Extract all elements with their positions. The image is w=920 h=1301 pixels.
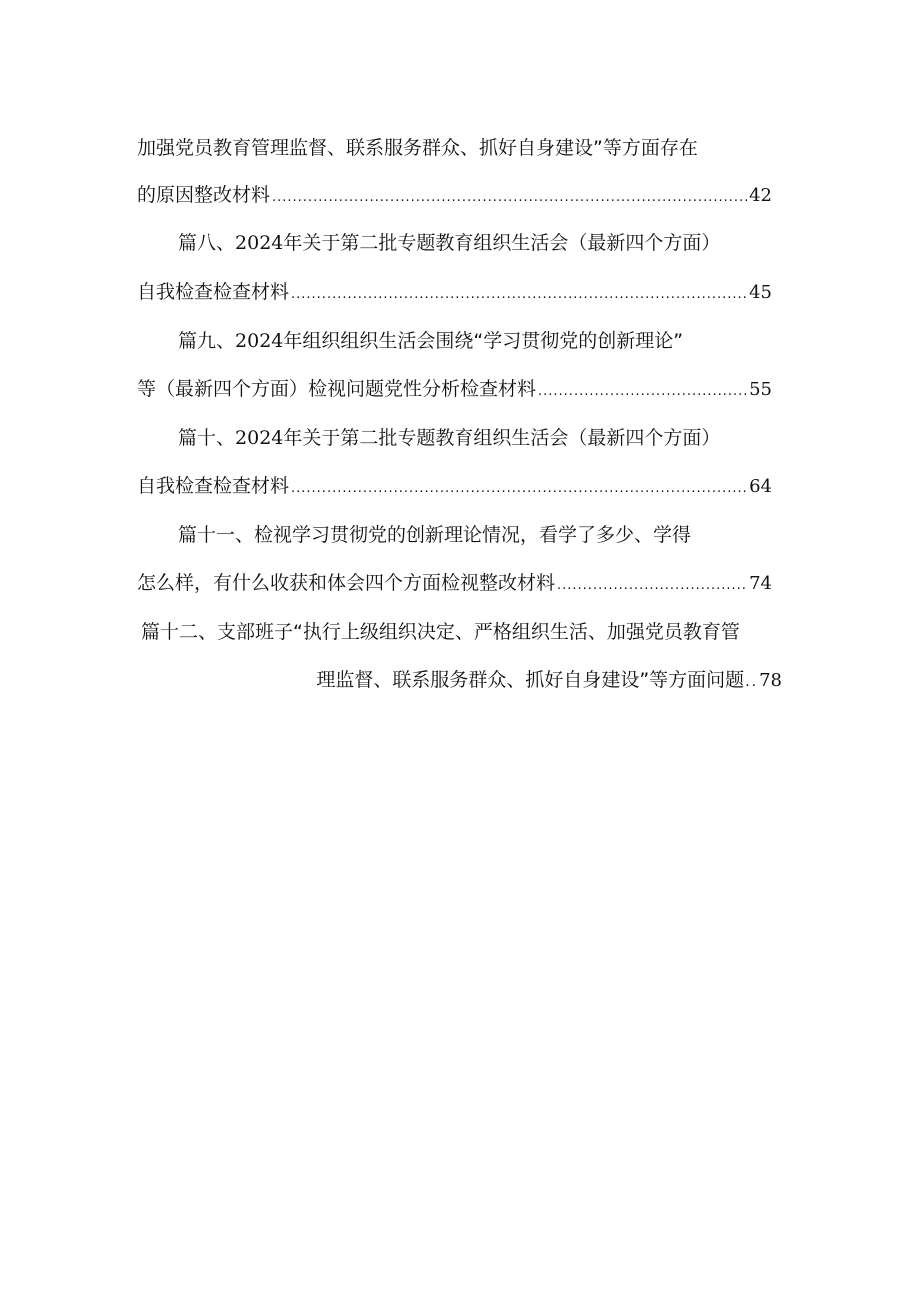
toc-entry-10-text-2: 自我检查检查材料 [137, 475, 290, 497]
toc-entry-8-line-1 [178, 228, 720, 258]
toc-entry-12-text-1: 篇十二、支部班子“执行上级组织决定、严格组织生活、加强党员教育管 [141, 621, 740, 643]
toc-dot-leader [291, 280, 747, 310]
toc-entry-12-line-2[interactable] [316, 665, 782, 695]
toc-entry-11-line-2[interactable] [137, 568, 772, 598]
toc-dot-leader [557, 571, 747, 601]
toc-dot-leader [291, 474, 747, 504]
toc-entry-10-label: 篇十、 [178, 427, 236, 449]
toc-entry-10-page: 64 [749, 476, 772, 497]
toc-entry-9-line-2[interactable] [137, 374, 772, 404]
toc-entry-7-text-2: 的原因整改材料 [137, 184, 271, 206]
toc-entry-7-text-1: 加强党员教育管理监督、联系服务群众、抓好自身建设”等方面存在 [137, 137, 698, 159]
toc-entry-8-text-1: 年关于第二批专题教育组织生活会（最新四个方面） [283, 232, 721, 254]
toc-entry-9-year: 2024 [235, 330, 284, 352]
toc-entry-9-line-1 [178, 326, 683, 356]
toc-entry-7-line-2[interactable] [137, 180, 772, 210]
toc-entry-11-page: 74 [749, 573, 772, 594]
toc-entry-11-text-1: 篇十一、检视学习贯彻党的创新理论情况，看学了多少、学得 [178, 524, 692, 546]
toc-dot-leader [538, 377, 747, 407]
toc-entry-10-text-1: 年关于第二批专题教育组织生活会（最新四个方面） [283, 427, 721, 449]
toc-entry-8-year: 2024 [235, 232, 284, 254]
toc-entry-9-label: 篇九、 [178, 330, 236, 352]
toc-entry-7-page: 42 [749, 185, 772, 206]
toc-entry-7-line-1 [137, 133, 698, 163]
toc-entry-12-line-1 [141, 617, 740, 647]
toc-dot-leader [272, 183, 747, 213]
toc-entry-11-line-1 [178, 520, 691, 550]
toc-entry-12-leader: .. [745, 674, 759, 690]
toc-entry-12-text-2: 理监督、联系服务群众、抓好自身建设”等方面问题 [316, 669, 745, 691]
toc-entry-8-line-2[interactable] [137, 277, 772, 307]
toc-entry-8-text-2: 自我检查检查材料 [137, 281, 290, 303]
toc-entry-8-page: 45 [749, 282, 772, 303]
toc-entry-11-text-2: 怎么样，有什么收获和体会四个方面检视整改材料 [137, 572, 556, 594]
toc-entry-9-text-1: 年组织组织生活会围绕“学习贯彻党的创新理论” [283, 330, 684, 352]
toc-entry-12-page: 78 [759, 670, 782, 691]
toc-entry-8-label: 篇八、 [178, 232, 236, 254]
toc-entry-10-line-2[interactable] [137, 471, 772, 501]
toc-entry-10-line-1 [178, 423, 720, 453]
toc-entry-9-text-2: 等（最新四个方面）检视问题党性分析检查材料 [137, 378, 537, 400]
toc-entry-10-year: 2024 [235, 427, 284, 449]
toc-entry-9-page: 55 [749, 379, 772, 400]
